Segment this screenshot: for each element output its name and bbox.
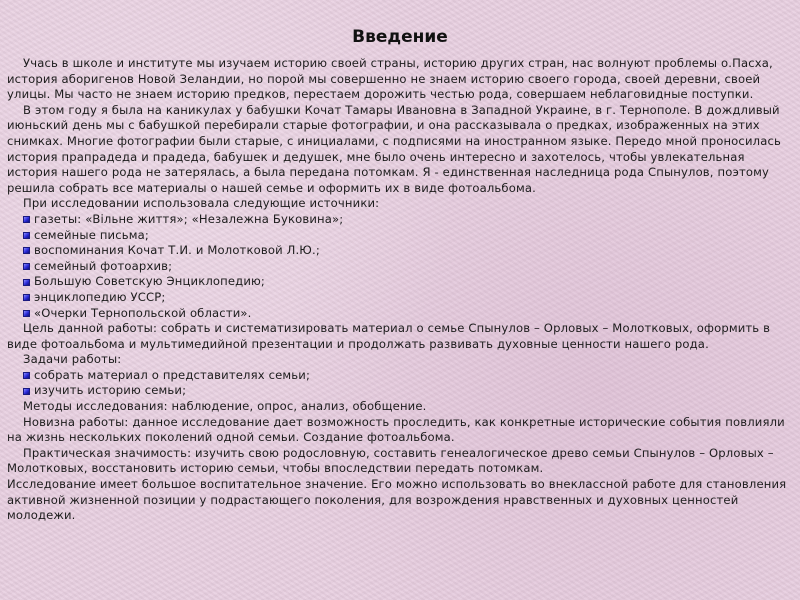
intro-paragraph-1: Учась в школе и институте мы изучаем историю своей страны, историю других стран, нас волнуют проблемы о.Пасха, история аборигенов Новой Зеландии, но порой мы совершенно не знаем историю своего города, своей деревни, своей улицы. Мы часто не знаем историю предков, перестаем дорожить честью рода, совершаем неблаговидные поступки.	[7, 56, 773, 102]
practical-paragraph: Практическая значимость: изучить свою родословную, составить генеалогическое древо семьи Спынулов – Орловых – Молотковых, восстановить историю семьи, чтобы впоследствии передать потомкам.	[7, 445, 774, 476]
square-bullet-icon	[23, 294, 30, 301]
list-item	[7, 290, 793, 306]
source-text: «Очерки Тернопольской области».	[34, 305, 252, 320]
square-bullet-icon	[23, 310, 30, 317]
source-text: семейные письма;	[34, 227, 149, 242]
square-bullet-icon	[23, 372, 30, 379]
methods-paragraph: Методы исследования: наблюдение, опрос, анализ, обобщение.	[23, 399, 427, 414]
sources-list	[7, 212, 793, 321]
list-item	[7, 228, 793, 244]
goal-paragraph: Цель данной работы: собрать и систематизировать материал о семье Спынулов – Орловых – Молотковых, оформить в виде фотоальбома и мультимедийной презентации и продолжать развивать духовные ценности нашего рода.	[7, 321, 771, 351]
list-item	[7, 383, 793, 399]
intro-paragraph-2: В этом году я была на каникулах у бабушки Кочат Тамары Ивановна в Западной Украине, в г. Тернополе. В дождливый июньский день мы с бабушкой перебирали старые фотографии, и она рассказывала о предках, изображенных на этих снимках. Многие фотографии были старые, с инициалами, с подписями на иностранном языке. Передо мной проносилась история прапрадеда и прадеда, бабушек и дедушек, мне было очень интересно и захотелось, чтобы увлекательная история нашего рода не затерялась, а была передана потомкам. Я - единственная наследница рода Спынулов, поэтому решила собрать все материалы о нашей семье и оформить их в виде фотоальбома.	[7, 102, 781, 195]
source-text: Большую Советскую Энциклопедию;	[34, 274, 265, 289]
source-text: семейный фотоархив;	[34, 258, 173, 273]
list-item	[7, 274, 793, 290]
list-item	[7, 368, 793, 384]
list-item	[7, 306, 793, 322]
square-bullet-icon	[23, 247, 30, 254]
square-bullet-icon	[23, 216, 30, 223]
educational-paragraph: Исследование имеет большое воспитательное значение. Его можно использовать во внеклассной работе для становления активной жизненной позиции у подрастающего поколения, для возрождения нравственных и духовных ценностей молодежи.	[7, 477, 787, 523]
square-bullet-icon	[23, 388, 30, 395]
tasks-intro: Задачи работы:	[23, 352, 122, 367]
list-item	[7, 243, 793, 259]
slide-body	[7, 56, 793, 524]
task-text: изучить историю семьи;	[34, 383, 187, 398]
list-item	[7, 259, 793, 275]
source-text: энциклопедию УССР;	[34, 289, 166, 304]
tasks-list	[7, 368, 793, 399]
novelty-paragraph: Новизна работы: данное исследование дает возможность проследить, как конкретные исторические события повлияли на жизнь нескольких поколений одной семьи. Создание фотоальбома.	[7, 414, 785, 445]
task-text: собрать материал о представителях семьи;	[34, 367, 310, 382]
source-text: газеты: «Вільне життя»; «Незалежна Буковина»;	[34, 211, 344, 226]
sources-intro: При исследовании использовала следующие источники:	[23, 196, 380, 211]
square-bullet-icon	[23, 279, 30, 286]
list-item	[7, 212, 793, 228]
source-text: воспоминания Кочат Т.И. и Молотковой Л.Ю.;	[34, 243, 320, 258]
square-bullet-icon	[23, 232, 30, 239]
slide-title: Введение	[352, 27, 448, 47]
square-bullet-icon	[23, 263, 30, 270]
